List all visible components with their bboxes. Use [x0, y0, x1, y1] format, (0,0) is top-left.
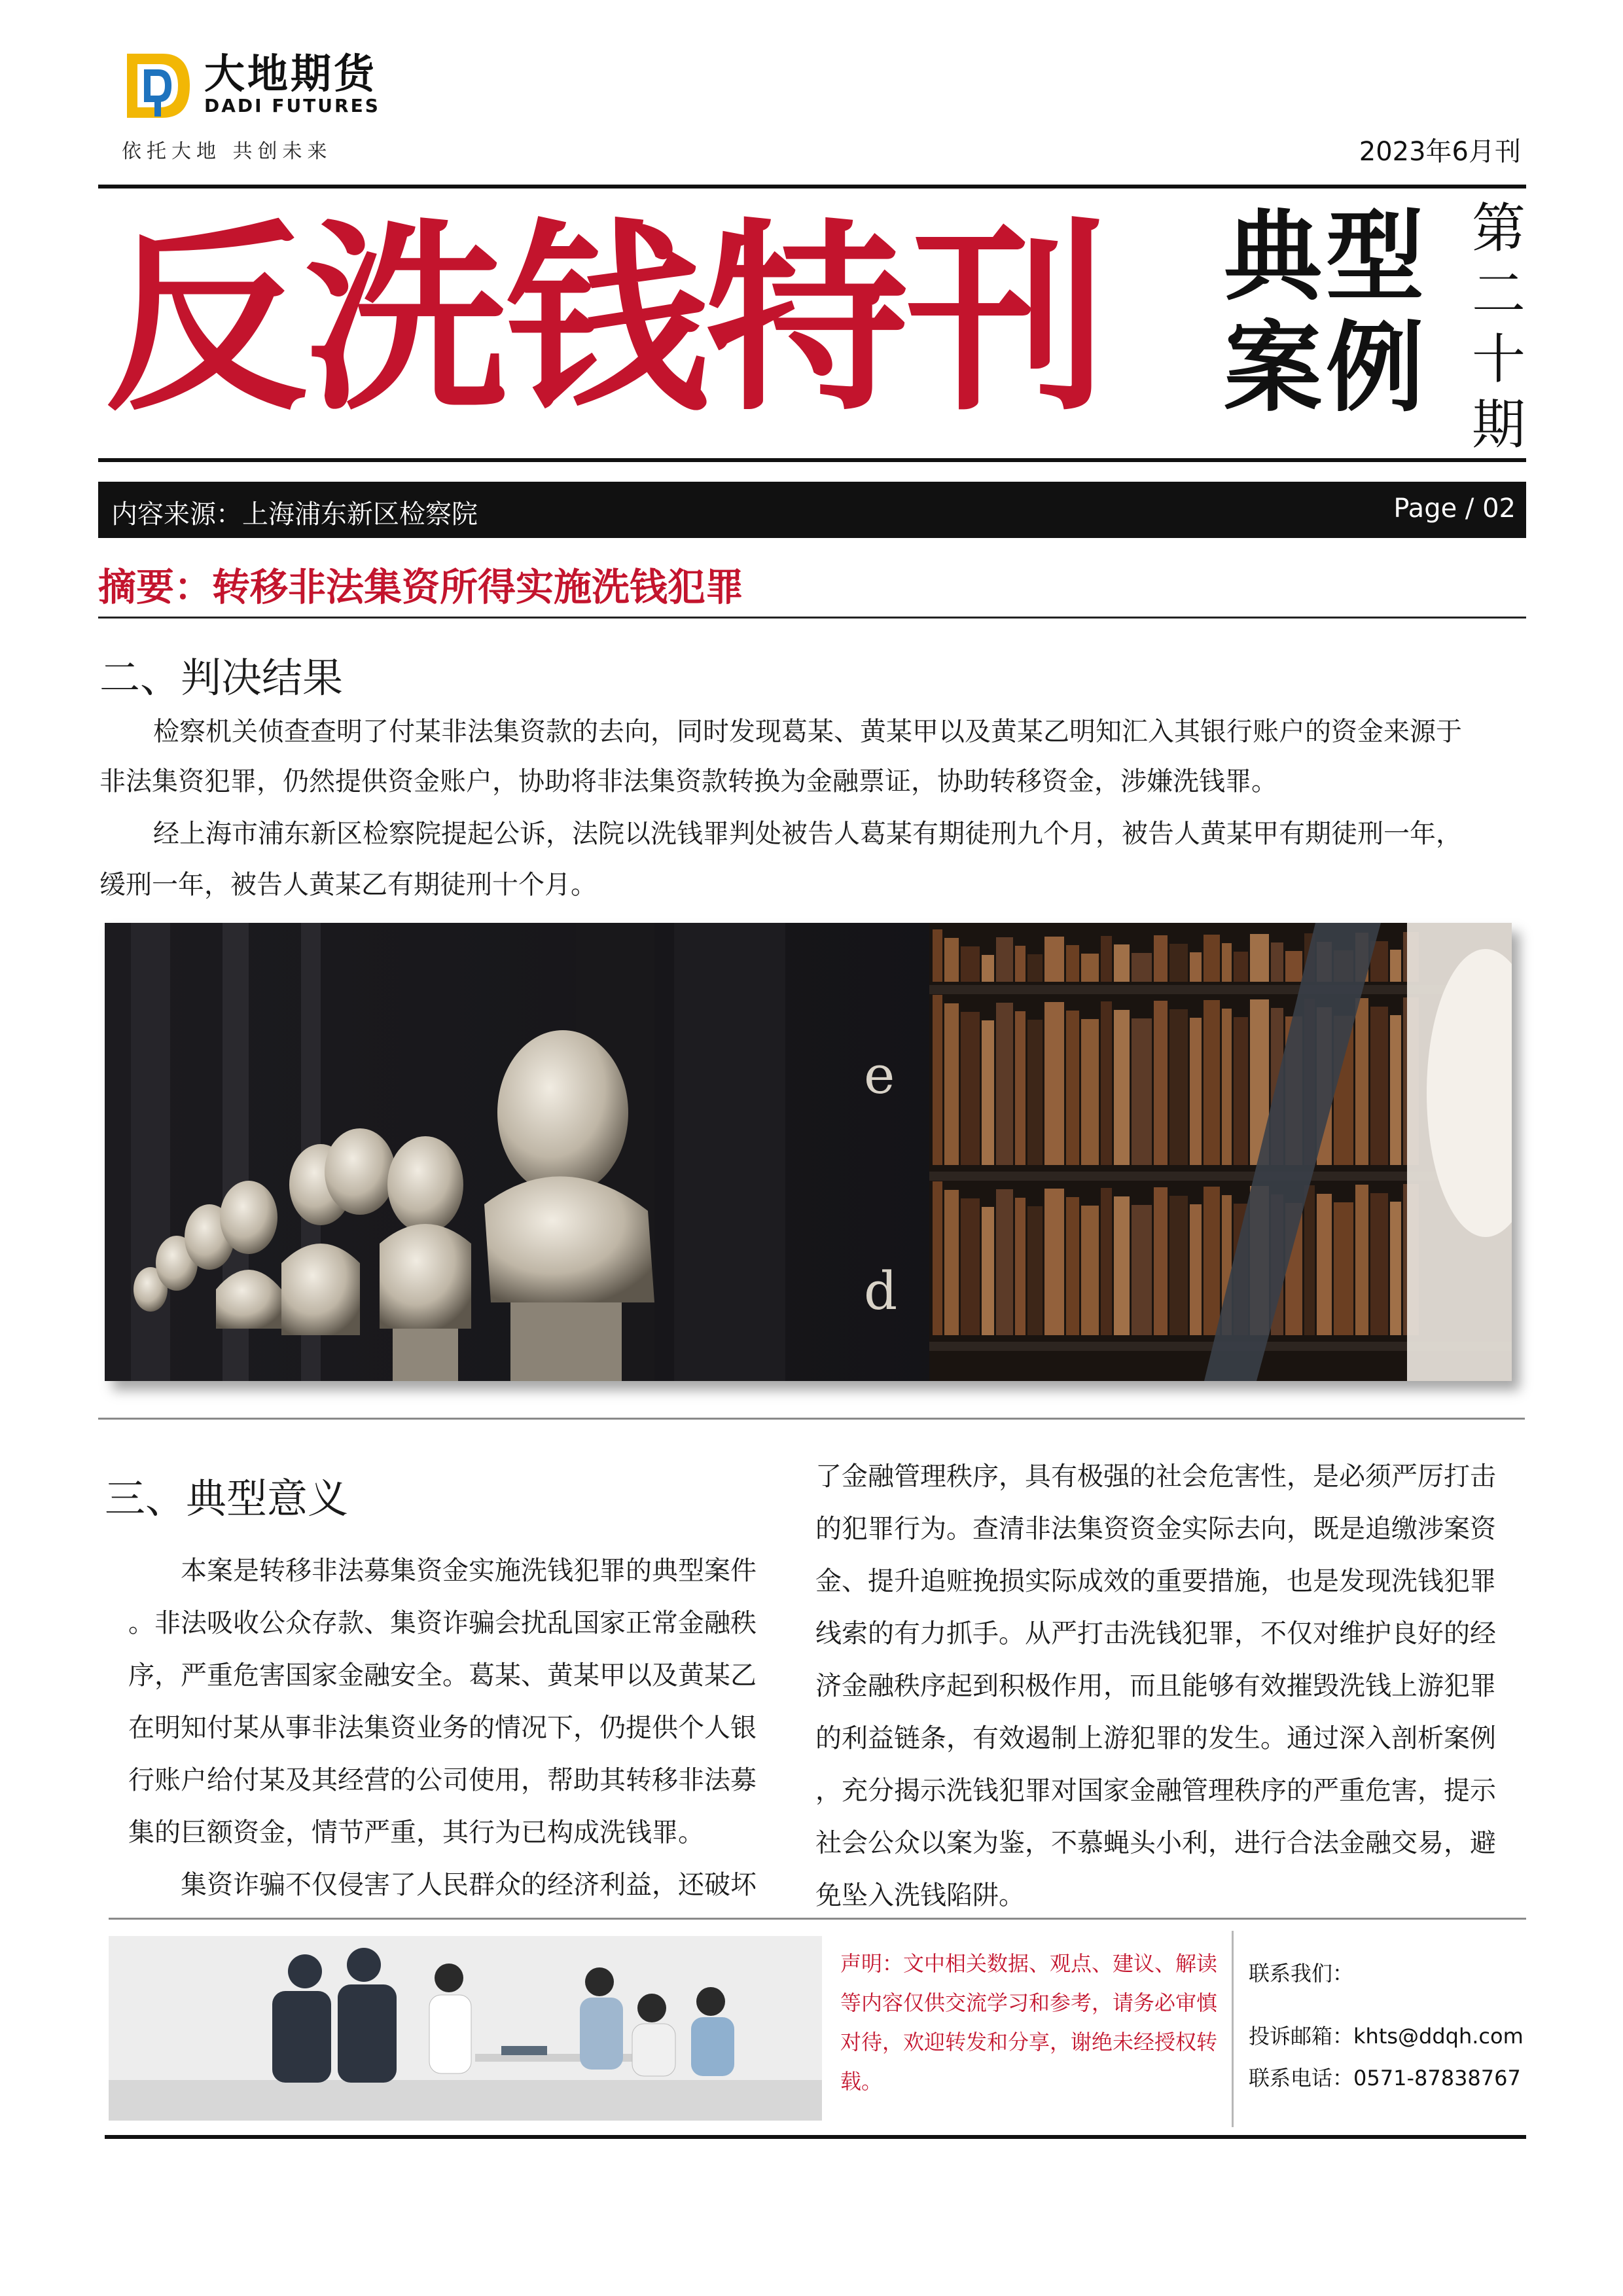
- logo-english-name: DADI FUTURES: [204, 95, 380, 117]
- book-spine: [1370, 1193, 1388, 1335]
- significance-line: 金、提升追赃挽损实际成效的重要措施，也是发现洗钱犯罪: [815, 1566, 1496, 1596]
- book-spine: [1390, 950, 1401, 982]
- significance-line: 社会公众以案为鉴，不慕蝇头小利，进行合法金融交易，避: [815, 1828, 1496, 1858]
- book-spine: [1066, 945, 1079, 982]
- book-spine: [996, 937, 1013, 982]
- book-spine: [1204, 1000, 1220, 1165]
- book-spine: [1027, 954, 1043, 982]
- book-spine: [944, 1190, 959, 1335]
- significance-line: 。非法吸收公众存款、集资诈骗会扰乱国家正常金融秩: [128, 1608, 757, 1638]
- book-spine: [1027, 1206, 1043, 1335]
- book-spine: [1169, 944, 1188, 982]
- footer-divider: [109, 1918, 1526, 1920]
- book-spine: [1154, 935, 1168, 982]
- book-spine: [933, 929, 942, 982]
- verdict-line: 缓刑一年，被告人黄某乙有期徒刑十个月。: [99, 870, 597, 900]
- library-busts-photo: [105, 923, 1512, 1381]
- significance-line: 线索的有力抓手。从严打击洗钱犯罪，不仅对维护良好的经: [815, 1619, 1496, 1649]
- issue-number-vertical: [1466, 196, 1531, 458]
- source-bar: [98, 482, 1526, 538]
- book-spine: [1285, 951, 1302, 982]
- header-rule: [98, 185, 1526, 188]
- significance-line: 了金融管理秩序，具有极强的社会危害性，是必须严厉打击: [815, 1462, 1496, 1492]
- book-spine: [1044, 1002, 1064, 1165]
- issue-char: 第: [1471, 198, 1525, 260]
- slogan: 依托大地 共创未来: [122, 140, 332, 163]
- book-spine: [1250, 934, 1269, 982]
- book-spine: [996, 1189, 1013, 1335]
- book-spine: [1066, 1197, 1079, 1335]
- book-spine: [1370, 1007, 1388, 1165]
- disclaimer-text: 声明：文中相关数据、观点、建议、解读等内容仅供交流学习和参考，请务必审慎对待，欢迎转发和分享，谢绝未经授权转载。: [840, 1951, 1218, 2094]
- issue-date: 2023年6月刊: [1359, 137, 1521, 167]
- book-spine: [1271, 942, 1283, 982]
- contact-title: 联系我们：: [1249, 1961, 1354, 1986]
- book-spine: [1190, 1204, 1202, 1335]
- contact-email[interactable]: 投诉邮箱：khts@ddqh.com: [1249, 2024, 1524, 2049]
- masthead-rule: [98, 458, 1526, 462]
- book-spine: [1234, 1017, 1248, 1165]
- masthead-title: 反洗钱特刊: [105, 202, 1106, 439]
- book-spine: [1132, 1018, 1152, 1165]
- book-spine: [1169, 1009, 1188, 1165]
- book-spine: [1204, 1187, 1220, 1335]
- significance-line: 济金融秩序起到积极作用，而且能够有效摧毁洗钱上游犯罪: [815, 1671, 1496, 1701]
- book-spine: [961, 1012, 980, 1165]
- book-spine: [944, 1003, 959, 1165]
- photo-letter-e: e: [864, 1045, 895, 1105]
- book-spine: [1066, 1011, 1079, 1165]
- book-spine: [961, 1198, 980, 1335]
- book-spine: [1154, 1187, 1168, 1335]
- book-spine: [961, 946, 980, 982]
- book-spine: [1154, 1001, 1168, 1165]
- book-spine: [1234, 952, 1248, 982]
- logo-chinese-name: 大地期货: [204, 50, 378, 98]
- book-spine: [1101, 936, 1112, 982]
- book-spine: [1222, 1009, 1232, 1165]
- significance-line: 序，严重危害国家金融安全。葛某、黄某甲以及黄某乙: [128, 1660, 757, 1691]
- content-source: 内容来源：上海浦东新区检察院: [111, 499, 478, 529]
- significance-line: 在明知付某从事非法集资业务的情况下，仍提供个人银: [128, 1713, 757, 1743]
- abstract-title: 摘要：转移非法集资所得实施洗钱犯罪: [98, 565, 744, 609]
- issue-char: 十: [1471, 329, 1525, 391]
- verdict-line: 非法集资犯罪，仍然提供资金账户，协助将非法集资款转换为金融票证，协助转移资金，涉嫌洗钱罪。: [99, 766, 1277, 797]
- book-spine: [1317, 1194, 1332, 1335]
- footer-rule: [105, 2135, 1526, 2139]
- book-spine: [1101, 1001, 1112, 1165]
- book-spine: [1334, 1202, 1353, 1335]
- book-spine: [1015, 946, 1026, 982]
- page-number: Page / 02: [1393, 493, 1516, 524]
- book-spine: [1390, 1015, 1401, 1165]
- book-spine: [1304, 1185, 1315, 1335]
- book-spine: [1081, 954, 1099, 982]
- significance-line: 的利益链条，有效遏制上游犯罪的发生。通过深入剖析案例: [815, 1723, 1496, 1753]
- book-spine: [1081, 1206, 1099, 1335]
- verdict-line: 检察机关侦查查明了付某非法集资款的去向，同时发现葛某、黄某甲以及黄某乙明知汇入其银行账户的资金来源于: [153, 717, 1462, 747]
- book-spine: [1101, 1188, 1112, 1335]
- book-spine: [982, 1020, 994, 1165]
- significance-left-column: [128, 1545, 783, 1911]
- significance-line: 的犯罪行为。查清非法集资资金实际去向，既是追缴涉案资: [815, 1514, 1496, 1544]
- significance-line: 集的巨额资金，情节严重，其行为已构成洗钱罪。: [128, 1818, 704, 1848]
- issue-char: 期: [1471, 394, 1525, 456]
- book-spine: [1355, 1185, 1368, 1335]
- book-spine: [944, 938, 959, 982]
- photo-letter-d: d: [864, 1261, 898, 1321]
- book-spine: [933, 995, 942, 1165]
- book-spine: [1355, 998, 1368, 1165]
- issue-char: 二: [1471, 263, 1525, 325]
- book-spine: [1114, 1196, 1130, 1335]
- typical-cases-label: [1224, 202, 1459, 424]
- team-meeting-photo: [109, 1936, 822, 2121]
- book-spine: [982, 955, 994, 982]
- book-spine: [1044, 1189, 1064, 1335]
- book-spine: [1169, 1196, 1188, 1335]
- book-spine: [1222, 943, 1232, 982]
- book-spine: [996, 1003, 1013, 1165]
- dadi-logo-icon: [122, 50, 194, 122]
- book-spine: [1132, 953, 1152, 982]
- book-spine: [1190, 952, 1202, 982]
- contact-phone[interactable]: 联系电话：0571-87838767: [1249, 2066, 1521, 2090]
- section-heading-significance: 三、典型意义: [105, 1475, 349, 1522]
- book-spine: [1114, 1010, 1130, 1165]
- abstract-rule: [98, 617, 1526, 619]
- book-spine: [1114, 944, 1130, 982]
- significance-line: ，充分揭示洗钱犯罪对国家金融管理秩序的严重危害，提示: [815, 1776, 1496, 1806]
- book-spine: [1044, 937, 1064, 982]
- section-heading-verdict: 二、判决结果: [99, 654, 344, 702]
- section-divider: [98, 1418, 1525, 1420]
- significance-right-column: [815, 1450, 1526, 1922]
- typical-line-1: 典型: [1224, 200, 1429, 314]
- book-spine: [1190, 1018, 1202, 1165]
- significance-line: 本案是转移非法募集资金实施洗钱犯罪的典型案件: [181, 1556, 757, 1586]
- significance-line: 免坠入洗钱陷阱。: [815, 1880, 1025, 1910]
- book-spine: [982, 1207, 994, 1335]
- book-spine: [1027, 1020, 1043, 1165]
- book-spine: [1390, 1202, 1401, 1335]
- book-spine: [1132, 1205, 1152, 1335]
- typical-line-2: 案例: [1224, 312, 1429, 425]
- significance-line: 集资诈骗不仅侵害了人民群众的经济利益，还破坏: [181, 1870, 757, 1900]
- book-spine: [1015, 1198, 1026, 1335]
- significance-line: 行账户给付某及其经营的公司使用，帮助其转移非法募: [128, 1765, 757, 1795]
- verdict-line: 经上海市浦东新区检察院提起公诉，法院以洗钱罪判处被告人葛某有期徒刑九个月，被告人黄某甲有期徒刑一年，: [153, 819, 1462, 849]
- book-spine: [933, 1181, 942, 1335]
- footer-vertical-divider: [1232, 1931, 1234, 2127]
- book-spine: [1015, 1011, 1026, 1165]
- book-spine: [1204, 935, 1220, 982]
- book-spine: [1081, 1019, 1099, 1165]
